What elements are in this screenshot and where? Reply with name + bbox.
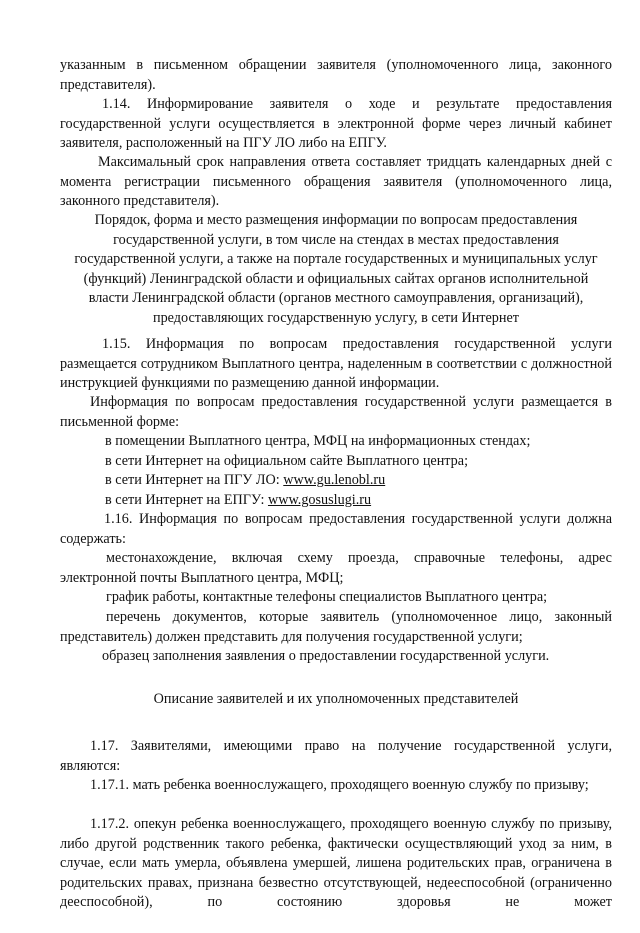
list-item-pgu (105, 471, 605, 491)
paragraph-1-17-1: 1.17.1. мать ребенка военнослужащего, проходящего военную службу по призыву; (90, 777, 589, 793)
heading-information-placement (48, 211, 624, 329)
paragraph-sample: образец заполнения заявления о предоставлении государственной услуги. (102, 648, 550, 664)
list-item: в помещении Выплатного центра, МФЦ на информационных стендах; (105, 433, 531, 449)
heading-line: (функций) Ленинградской области и официальных сайтах органов исполнительной (83, 270, 589, 287)
list-item-prefix: в сети Интернет на ПГУ ЛО: (105, 472, 284, 489)
paragraph-response-deadline: Максимальный срок направления ответа составляет тридцать календарных дней с момента регистрации письменного обращения заявителя (уполномоченного лица, законного представителя). (60, 154, 612, 210)
paragraph-continuation: указанным в письменном обращении заявителя (уполномоченного лица, законного представителя). (60, 57, 612, 93)
paragraph-1-14: 1.14. Информирование заявителя о ходе и результате предоставления государственной услуги осуществляется в электронной форме через личный кабинет заявителя, расположенный на ПГУ ЛО либо на ЕПГУ. (60, 96, 612, 152)
heading-line: государственной услуги, в том числе на стендах в местах предоставления (113, 231, 559, 248)
heading-line: Порядок, форма и место размещения информации по вопросам предоставления (94, 212, 578, 228)
heading-line: предоставляющих государственную услугу, в сети Интернет (153, 309, 519, 326)
list-item-epgu (105, 491, 605, 511)
list-written-form (105, 432, 605, 510)
paragraph-1-17: 1.17. Заявителями, имеющими право на получение государственной услуги, являются: (60, 738, 612, 774)
heading-line: государственной услуги, а также на портале государственных и муниципальных услуг (74, 251, 598, 268)
heading-line: власти Ленинградской области (органов местного самоуправления, организаций), (88, 290, 584, 307)
paragraph-1-16: 1.16. Информация по вопросам предоставления государственной услуги должна содержать: (60, 511, 612, 547)
epgu-link[interactable]: www.gosuslugi.ru (267, 491, 372, 508)
paragraph-1-17-2: 1.17.2. опекун ребенка военнослужащего, проходящего военную службу по призыву, либо другой родственник такого ребенка, фактически осуществляющий уход за ним, в случае, если мать умерла, объявлена умершей, лишена родительских прав, ограничена в родительских правах, признана безвестно отсутствующей, недееспособной (ограниченно дееспособной), по состоянию здоровья не может (60, 816, 612, 911)
paragraph-location: местонахождение, включая схему проезда, справочные телефоны, адрес электронной почты Выплатного центра, МФЦ; (60, 550, 612, 586)
list-item: в сети Интернет на официальном сайте Выплатного центра; (105, 452, 469, 469)
heading-applicants: Описание заявителей и их уполномоченных представителей (153, 691, 519, 707)
list-item-prefix: в сети Интернет на ЕПГУ: (105, 491, 268, 508)
paragraph-written-form: Информация по вопросам предоставления государственной услуги размещается в письменной форме: (60, 394, 612, 430)
pgu-link[interactable]: www.gu.lenobl.ru (283, 472, 386, 489)
paragraph-schedule: график работы, контактные телефоны специалистов Выплатного центра; (106, 589, 548, 605)
paragraph-documents: перечень документов, которые заявитель (уполномоченное лицо, законный представитель) должен представить для получения государственной услуги; (60, 609, 612, 645)
paragraph-1-15: 1.15. Информация по вопросам предоставления государственной услуги размещается сотрудником Выплатного центра, наделенным в соответствии с должностной инструкцией функциями по размещению данной информации. (60, 336, 612, 392)
